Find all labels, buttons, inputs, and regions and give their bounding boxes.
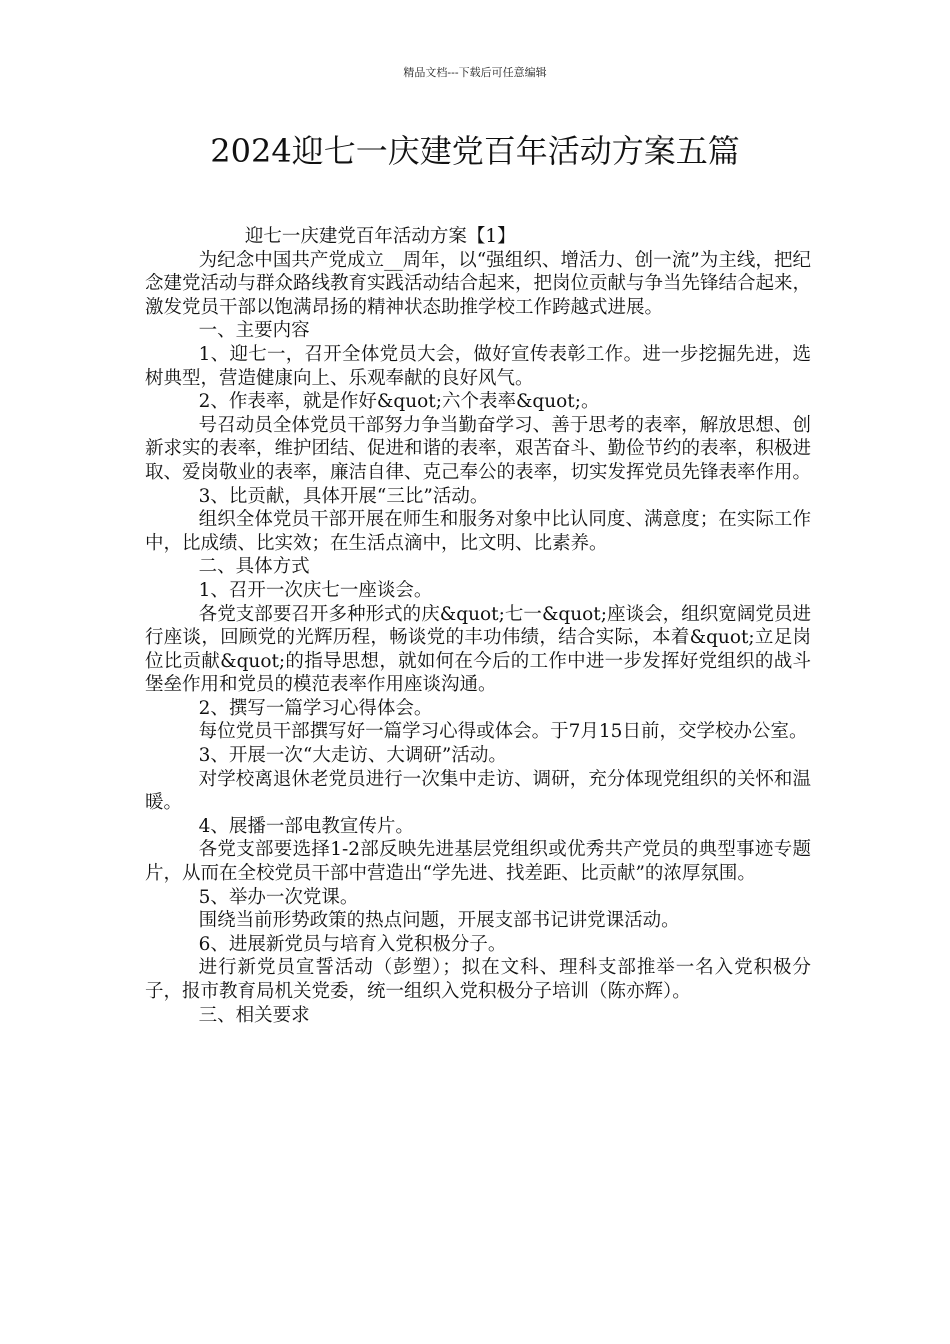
heading-requirements: 三、相关要求	[198, 1004, 310, 1026]
paragraph: 3、开展一次“大走访、大调研”活动。	[198, 745, 507, 767]
paragraph: 组织全体党员干部开展在师生和服务对象中比认同度、满意度；在实际工作中，比成绩、比实效；在生活点滴中，比文明、比素养。	[145, 509, 811, 554]
paragraph: 各党支部要召开多种形式的庆&quot;七一&quot;座谈会，组织宽阔党员进行座谈，回顾党的光辉历程，畅谈党的丰功伟绩，结合实际，本着&quot;立足岗位比贡献&quot;的指导思想，就如何在今后的工作中进一步发挥好党组织的战斗堡垒作用和党员的模范表率作用座谈沟通。	[145, 603, 811, 696]
paragraph: 进行新党员宣誓活动（彭塑）；拟在文科、理科支部推举一名入党积极分子，报市教育局机关党委，统一组织入党积极分子培训（陈亦辉）。	[145, 957, 811, 1002]
header-note: 精品文档---下载后可任意编辑	[403, 66, 547, 79]
document-body	[145, 225, 811, 1027]
paragraph: 3、比贡献，具体开展“三比”活动。	[198, 485, 489, 507]
paragraph: 2、作表率，就是作好&quot;六个表率&quot;。	[198, 391, 600, 413]
heading-methods: 二、具体方式	[198, 556, 310, 578]
paragraph: 6、进展新党员与培育入党积极分子。	[198, 933, 507, 955]
paragraph: 号召动员全体党员干部努力争当勤奋学习、善于思考的表率，解放思想、创新求实的表率，维护团结、促进和谐的表率，艰苦奋斗、勤俭节约的表率，积极进取、爱岗敬业的表率，廉洁自律、克己奉公的表率，切实发挥党员先锋表率作用。	[145, 414, 812, 483]
paragraph: 每位党员干部撰写好一篇学习心得或体会。于7月15日前，交学校办公室。	[198, 721, 808, 743]
heading-main-content: 一、主要内容	[198, 320, 310, 342]
paragraph: 5、举办一次党课。	[198, 886, 359, 908]
paragraph: 为纪念中国共产党成立__周年，以“强组织、增活力、创一流”为主线，把纪念建党活动与群众路线教育实践活动结合起来，把岗位贡献与争当先锋结合起来，激发党员干部以饱满昂扬的精神状态助推学校工作跨越式进展。	[145, 249, 812, 318]
paragraph: 2、撰写一篇学习心得体会。	[198, 697, 433, 719]
paragraph: 1、召开一次庆七一座谈会。	[198, 579, 433, 601]
paragraph: 各党支部要选择1-2部反映先进基层党组织或优秀共产党员的典型事迹专题片，从而在全校党员干部中营造出“学先进、找差距、比贡献”的浓厚氛围。	[145, 839, 811, 885]
paragraph: 围绕当前形势政策的热点问题，开展支部书记讲党课活动。	[198, 910, 680, 932]
paragraph: 4、展播一部电教宣传片。	[198, 815, 414, 837]
paragraph: 对学校离退休老党员进行一次集中走访、调研，充分体现党组织的关怀和温暖。	[145, 768, 811, 814]
section-title: 迎七一庆建党百年活动方案【1】	[244, 226, 516, 247]
paragraph: 1、迎七一，召开全体党员大会，做好宣传表彰工作。进一步挖掘先进，选树典型，营造健康向上、乐观奉献的良好风气。	[145, 343, 811, 389]
document-title: 2024迎七一庆建党百年活动方案五篇	[210, 132, 740, 170]
